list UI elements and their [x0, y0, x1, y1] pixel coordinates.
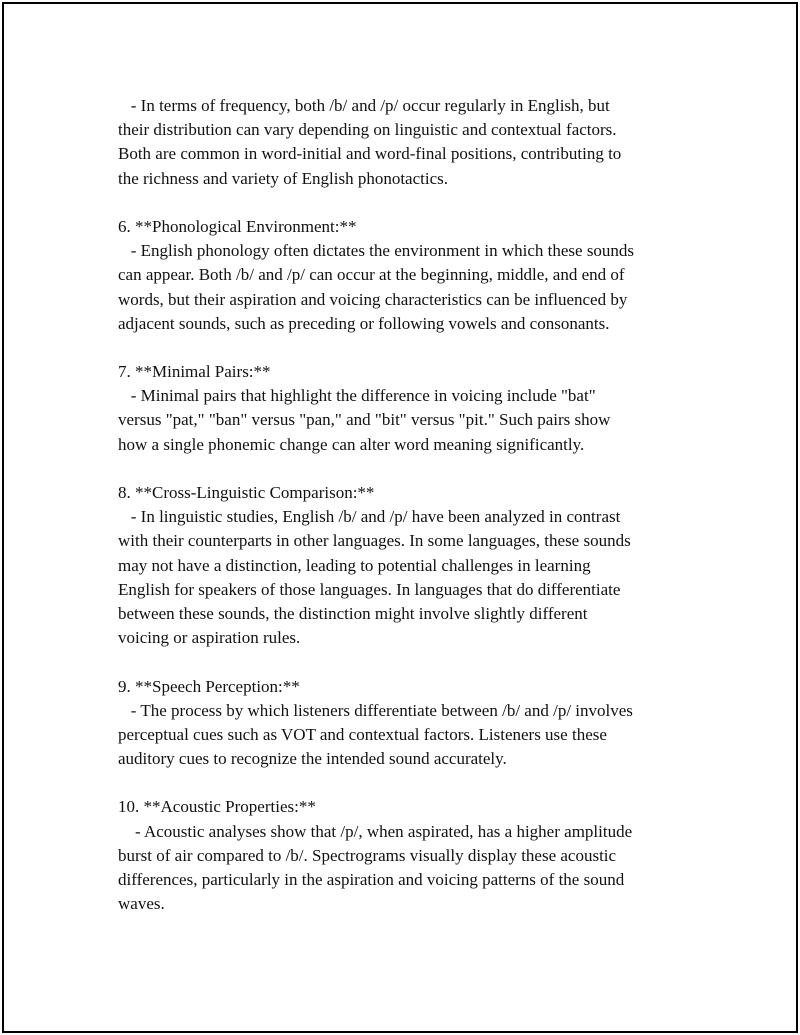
text-line: waves. — [118, 894, 165, 914]
text-line: words, but their aspiration and voicing characteristics can be influenced by — [118, 289, 628, 309]
text-line: burst of air compared to /b/. Spectrograms visually display these acoustic — [118, 845, 617, 865]
text-line: perceptual cues such as VOT and contextual factors. Listeners use these — [118, 724, 607, 744]
section-heading: 8. **Cross-Linguistic Comparison:** — [118, 483, 375, 502]
text-line: - Minimal pairs that highlight the difference in voicing include "bat" — [118, 386, 596, 406]
text-line: adjacent sounds, such as preceding or following vowels and consonants. — [118, 313, 610, 333]
text-line: - In terms of frequency, both /b/ and /p/ occur regularly in English, but — [118, 96, 610, 115]
paragraph-frequency — [118, 94, 698, 191]
section-cross-linguistic — [118, 481, 698, 650]
section-speech-perception — [118, 675, 698, 772]
text-line: - In linguistic studies, English /b/ and /p/ have been analyzed in contrast — [118, 507, 621, 527]
text-line: with their counterparts in other languages. In some languages, these sounds — [118, 531, 631, 551]
section-acoustic-properties — [118, 795, 698, 916]
text-line: English for speakers of those languages. In languages that do differentiate — [118, 579, 621, 599]
section-heading: 7. **Minimal Pairs:** — [118, 362, 271, 382]
text-line: Both are common in word-initial and word-final positions, contributing to — [118, 144, 622, 164]
section-heading: 9. **Speech Perception:** — [118, 676, 300, 696]
text-line: their distribution can vary depending on linguistic and contextual factors. — [118, 120, 617, 140]
section-heading: 6. **Phonological Environment:** — [118, 216, 357, 236]
text-line: how a single phonemic change can alter word meaning significantly. — [118, 434, 585, 454]
text-line: auditory cues to recognize the intended sound accurately. — [118, 749, 507, 769]
text-line: - The process by which listeners differentiate between /b/ and /p/ involves — [118, 700, 633, 720]
text-line: may not have a distinction, leading to potential challenges in learning — [118, 555, 591, 575]
text-line: between these sounds, the distinction might involve slightly different — [118, 603, 588, 623]
text-line: versus "pat," "ban" versus "pan," and "bit" versus "pit." Such pairs show — [118, 410, 611, 430]
section-minimal-pairs — [118, 360, 698, 457]
text-line: can appear. Both /b/ and /p/ can occur at the beginning, middle, and end of — [118, 265, 625, 285]
section-heading: 10. **Acoustic Properties:** — [118, 797, 316, 817]
text-line: voicing or aspiration rules. — [118, 628, 301, 648]
text-line: - English phonology often dictates the environment in which these sounds — [118, 241, 635, 261]
text-line: - Acoustic analyses show that /p/, when aspirated, has a higher amplitude — [118, 821, 633, 841]
document-body — [118, 94, 698, 916]
section-phonological-environment — [118, 215, 698, 336]
text-line: differences, particularly in the aspiration and voicing patterns of the sound — [118, 870, 625, 889]
text-line: the richness and variety of English phonotactics. — [118, 168, 448, 188]
